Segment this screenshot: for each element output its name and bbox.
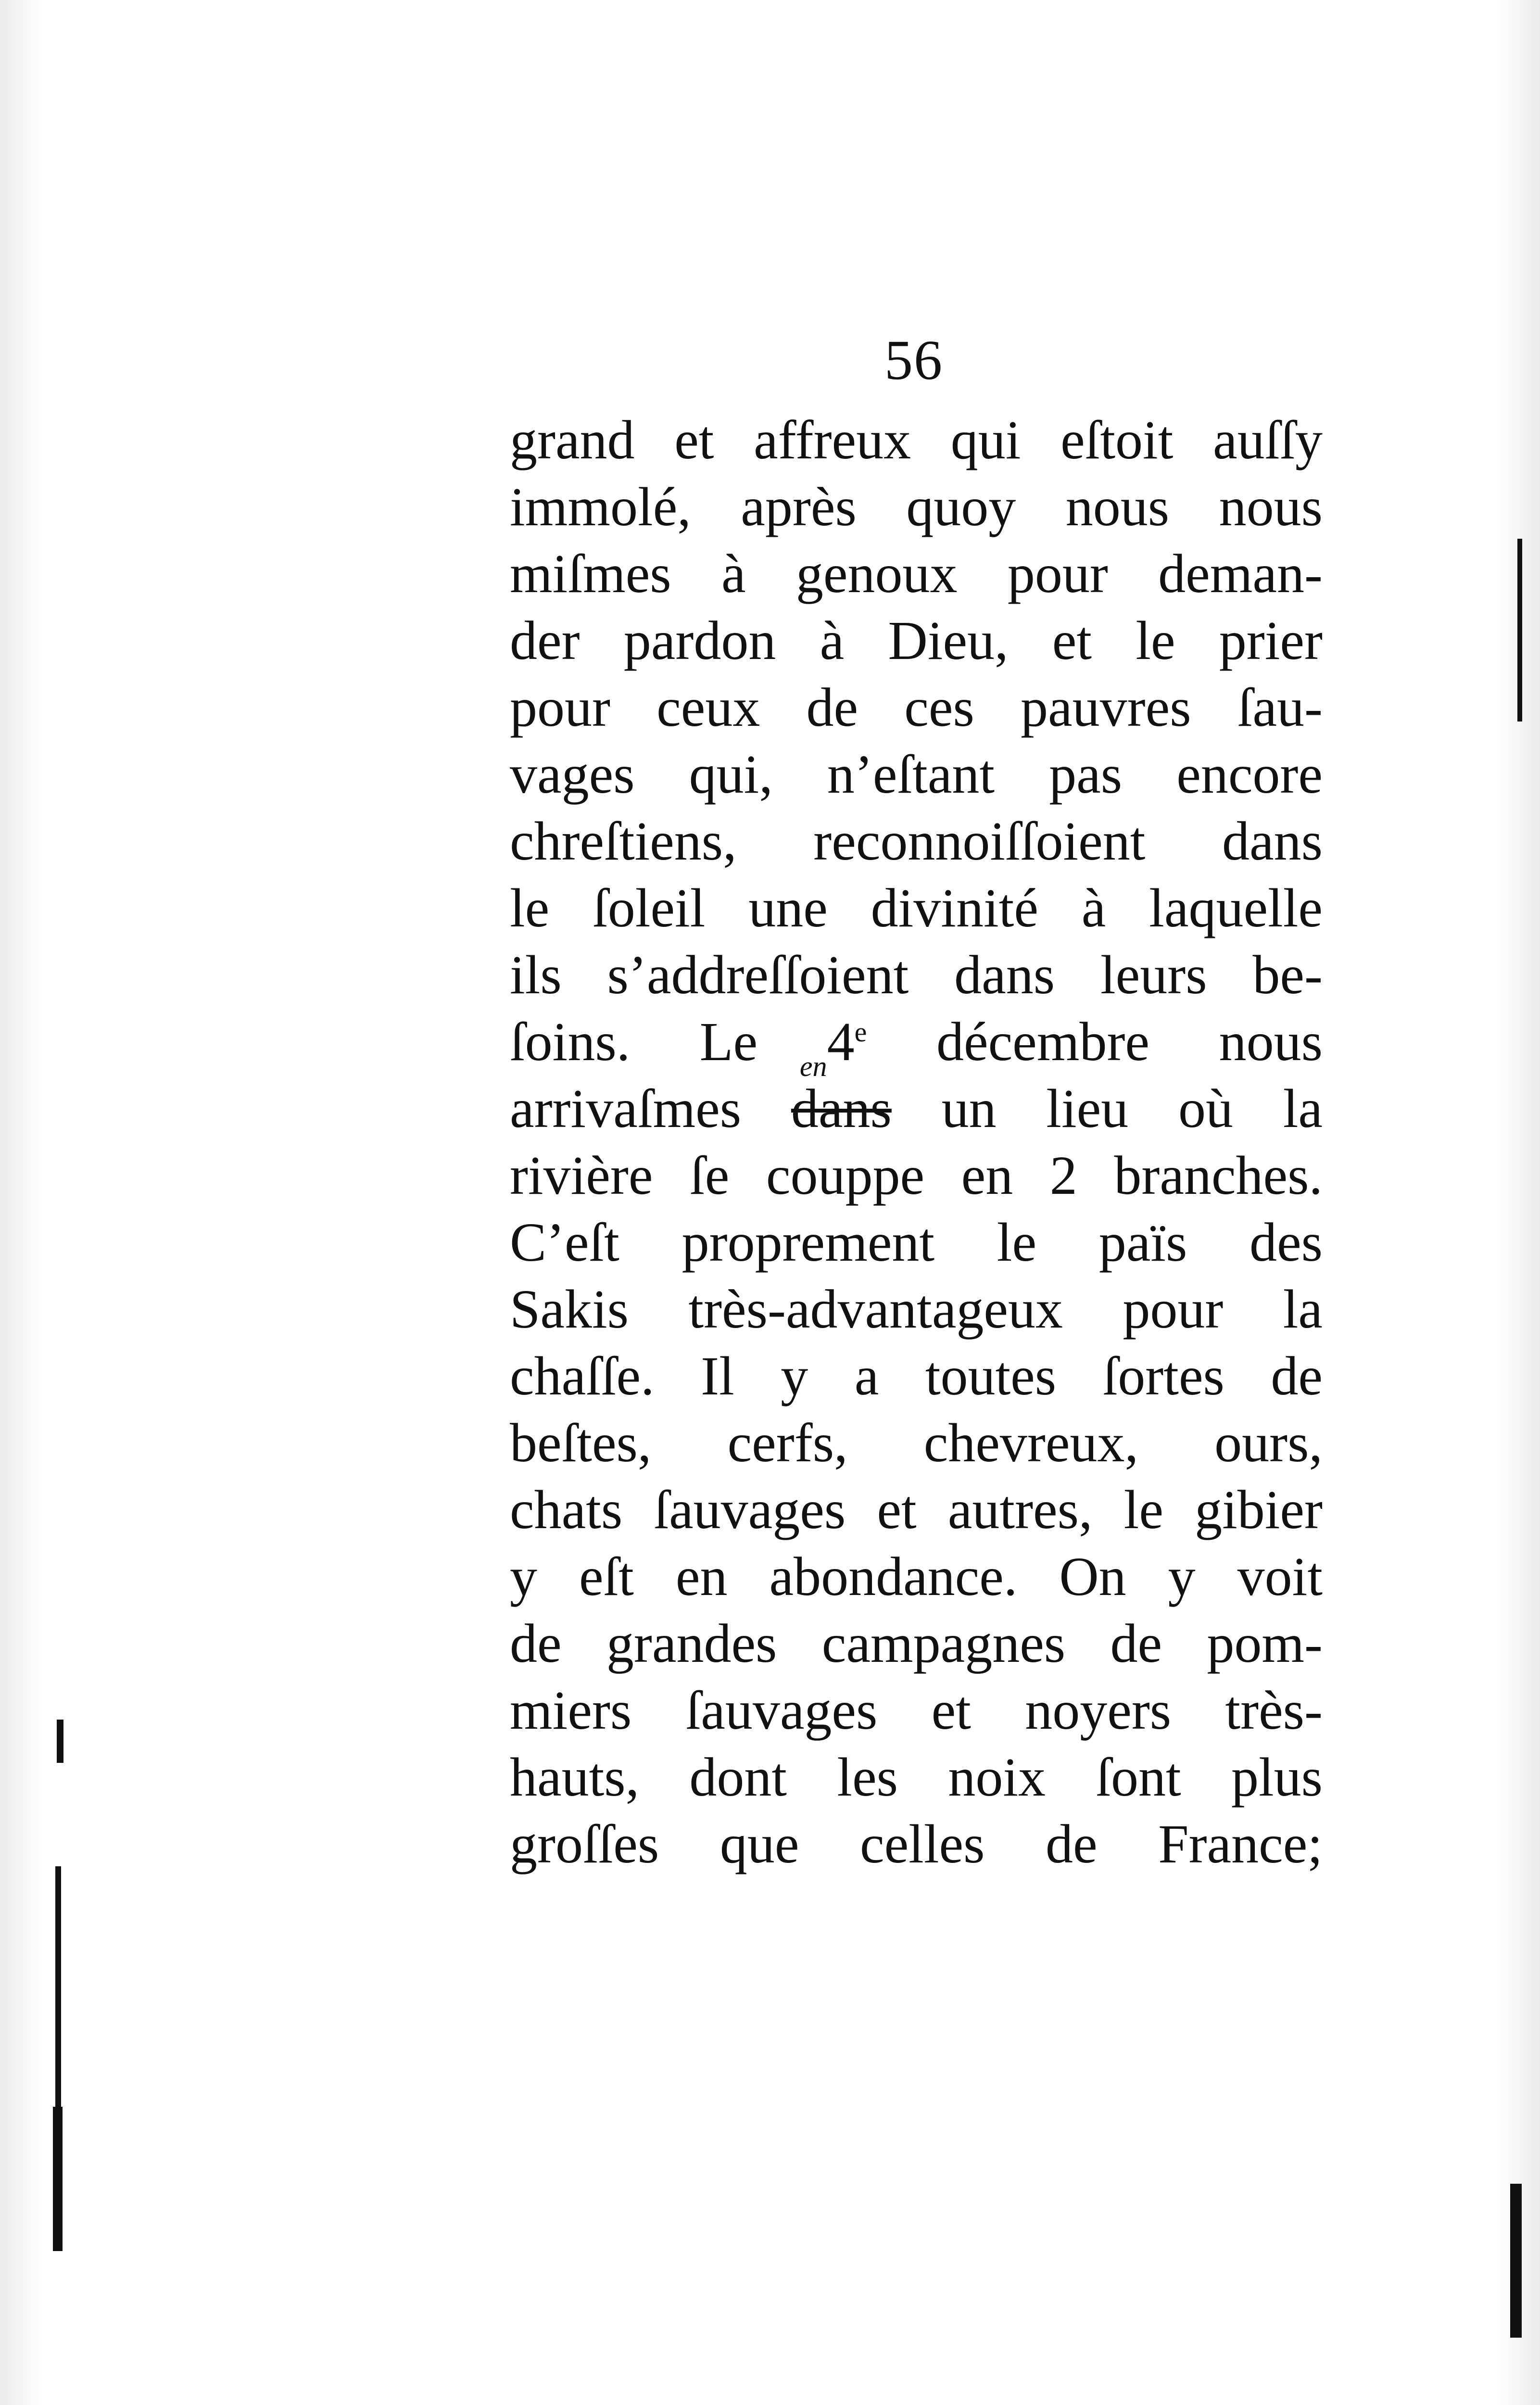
left-scan-mark-1: [57, 1720, 63, 1763]
text-line-13: C’eſt proprement le païs des: [510, 1212, 1323, 1273]
struck-word: en dans: [791, 1075, 892, 1142]
text-line-22: groſſes que celles de France;: [510, 1813, 1323, 1874]
text-line-14: Sakis très-advantageux pour la: [510, 1278, 1323, 1340]
left-page-edge-shadow: [0, 0, 43, 2405]
left-scan-mark-2: [55, 1866, 61, 2116]
text-line-10-end: décembre nous: [867, 1011, 1323, 1072]
right-page-edge-shadow: [1497, 0, 1540, 2405]
text-line-4: der pardon à Dieu, et le prier: [510, 610, 1323, 671]
right-scan-mark-1: [1517, 539, 1522, 722]
text-line-10-start: ſoins. Le 4: [510, 1011, 855, 1072]
text-line-11: [510, 1075, 1323, 1142]
text-line-2: immolé, après quoy nous nous: [510, 476, 1323, 537]
text-line-10: [510, 1008, 1323, 1075]
text-line-16: beſtes, cerfs, chevreux, ours,: [510, 1412, 1323, 1473]
text-line-15: chaſſe. Il y a toutes ſortes de: [510, 1345, 1323, 1406]
text-line-1: grand et affreux qui eſtoit auſſy: [510, 409, 1323, 470]
text-line-5: pour ceux de ces pauvres ſau-: [510, 677, 1323, 738]
text-line-12: rivière ſe couppe en 2 branches.: [510, 1145, 1323, 1206]
left-scan-mark-3: [53, 2107, 63, 2251]
text-line-17: chats ſauvages et autres, le gibier: [510, 1479, 1323, 1540]
text-line-9: ils s’addreſſoient dans leurs be-: [510, 944, 1323, 1005]
text-line-8: le ſoleil une divinité à laquelle: [510, 877, 1323, 938]
text-line-19: de grandes campagnes de pom-: [510, 1613, 1323, 1674]
date-superscript: e: [854, 1016, 867, 1048]
text-line-20: miers ſauvages et noyers très-: [510, 1680, 1323, 1741]
text-line-7: chreſtiens, reconnoiſſoient dans: [510, 810, 1323, 872]
right-scan-mark-2: [1510, 2184, 1522, 2338]
text-line-11-end: un lieu où la: [891, 1078, 1323, 1139]
text-line-21: hauts, dont les noix ſont plus: [510, 1747, 1323, 1808]
body-text: [510, 406, 1323, 1877]
text-line-11-start: arrivaſmes: [510, 1078, 742, 1139]
text-line-6: vages qui, n’eſtant pas encore: [510, 744, 1323, 805]
text-line-3: miſmes à genoux pour deman-: [510, 543, 1323, 604]
text-line-18: y eſt en abondance. On y voit: [510, 1546, 1323, 1607]
page-number: 56: [884, 329, 943, 392]
